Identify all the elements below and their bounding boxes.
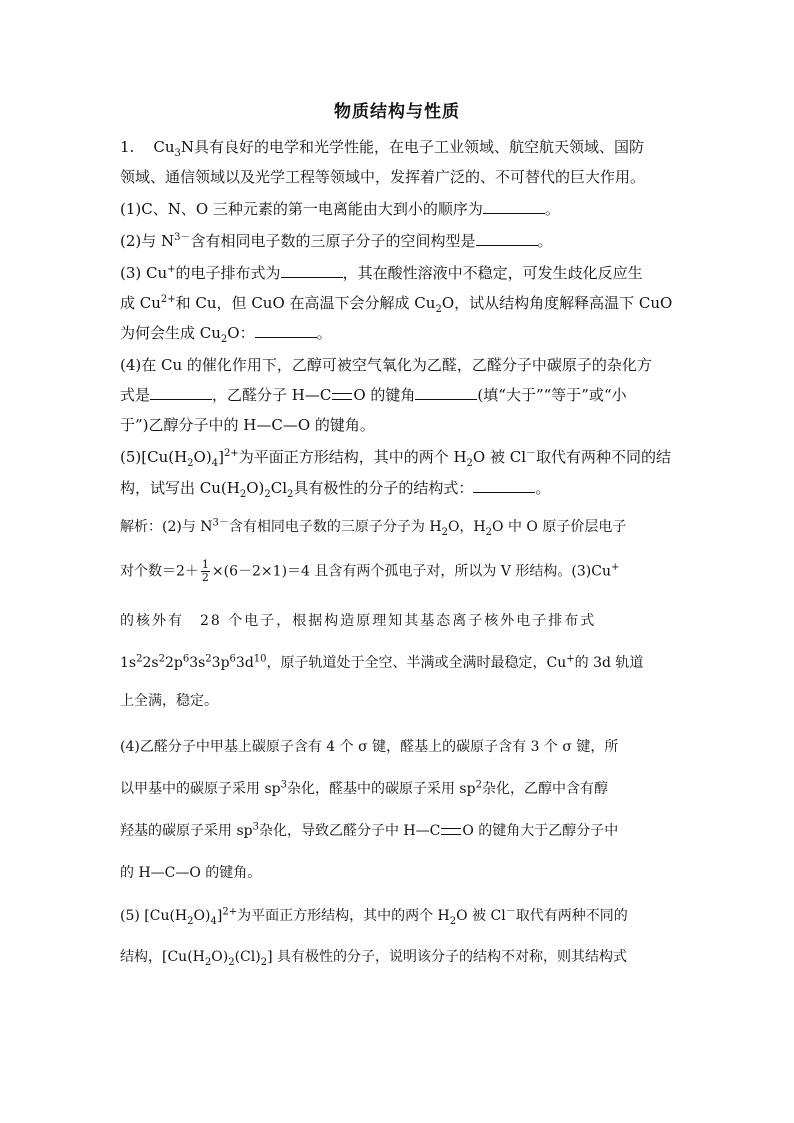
subscript: 2 xyxy=(264,489,271,498)
analysis-line-3: 的核外有 28 个电子，根据构造原理知其基态离子核外电子排布式 xyxy=(120,613,597,629)
text: 为平面正方形结构，其中的两个 H xyxy=(237,908,450,924)
analysis-line-8 xyxy=(120,820,675,840)
subscript: 2 xyxy=(441,526,448,536)
text: O 被 Cl xyxy=(472,448,527,466)
text: 杂化，醛基中的碳原子采用 sp xyxy=(286,781,476,797)
subscript: 2 xyxy=(187,915,194,925)
analysis-line-7 xyxy=(120,778,675,798)
superscript: 3－ xyxy=(174,232,191,243)
question-number: 1. xyxy=(120,138,135,156)
text: 2p xyxy=(164,655,183,671)
answer-blank xyxy=(281,265,343,278)
double-bond-symbol xyxy=(441,828,461,835)
question-part-3-line-2 xyxy=(120,292,675,313)
subscript: 2 xyxy=(287,489,294,498)
superscript: + xyxy=(610,561,620,573)
text: Cl xyxy=(270,479,288,497)
answer-blank xyxy=(415,387,477,400)
text: 的电子排布式为 xyxy=(175,264,281,282)
question-part-3-line-1 xyxy=(120,262,675,283)
text: ] xyxy=(216,908,223,924)
text: O 的键角大于乙醇分子中 xyxy=(462,823,619,839)
text: O 的键角 xyxy=(353,386,416,404)
text: (1)C、N、O 三种元素的第一电离能由大到小的顺序为 xyxy=(120,200,483,218)
superscript: 2 xyxy=(205,653,212,665)
text: O，H xyxy=(447,519,486,535)
formula-text: Cu xyxy=(153,138,175,156)
superscript: 10 xyxy=(253,653,267,665)
text: (Cl) xyxy=(234,949,261,965)
text: 具有良好的电学和光学性能，在电子工业领域、航空航天领域、国防 xyxy=(194,138,645,156)
text: 取代有两种不同的 xyxy=(515,908,628,924)
subscript: 2 xyxy=(485,526,493,536)
text: 的 3d 轨道 xyxy=(574,655,644,671)
superscript: 2+ xyxy=(223,448,239,459)
text: ，乙醛分子 H—C xyxy=(212,386,332,404)
text: 3s xyxy=(189,655,206,671)
fraction-numerator: 1 xyxy=(201,559,209,571)
text: (3) Cu xyxy=(120,264,168,282)
text: (填“大于”“等于”或“小 xyxy=(477,386,627,404)
text: 2s xyxy=(142,655,159,671)
text: 1s xyxy=(120,655,137,671)
subscript: 2 xyxy=(239,489,247,498)
double-bond-symbol xyxy=(332,393,352,400)
text: 。 xyxy=(535,479,551,497)
question-part-4-line-1: (4)在 Cu 的催化作用下，乙醇可被空气氧化为乙醛，乙醛分子中碳原子的杂化方 xyxy=(120,356,652,374)
text: 含有相同电子数的三原子分子的空间构型是 xyxy=(190,232,476,250)
analysis-line-9: 的 H—C—O 的键角。 xyxy=(120,865,262,881)
analysis-line-2 xyxy=(120,559,675,584)
question-part-4-line-3: 于”)乙醇分子中的 H—C—O 的键角。 xyxy=(120,416,375,434)
text: 结构，[Cu(H xyxy=(120,949,205,965)
answer-blank xyxy=(473,480,535,493)
text: 。 xyxy=(537,232,553,250)
subscript: 2 xyxy=(466,458,473,467)
superscript: － xyxy=(505,906,516,918)
text: O，试从结构角度解释高温下 CuO xyxy=(441,294,673,312)
fraction-denominator: 2 xyxy=(201,571,209,584)
text: 和 Cu，但 CuO 在高温下会分解成 Cu xyxy=(175,294,436,312)
formula-text: N xyxy=(180,138,195,156)
analysis-line-11 xyxy=(120,946,675,966)
analysis-line-1 xyxy=(120,516,675,536)
superscript: 2 xyxy=(475,779,482,791)
subscript: 2 xyxy=(435,304,442,313)
answer-blank xyxy=(476,233,538,246)
answer-blank xyxy=(150,387,212,400)
question-part-5-line-2 xyxy=(120,477,675,498)
text: ] 具有极性的分子，说明该分子的结构不对称，则其结构式 xyxy=(267,949,627,965)
text: 杂化，乙醇中含有醇 xyxy=(481,781,608,797)
text: (5) [Cu(H xyxy=(120,908,188,924)
fraction xyxy=(201,559,210,584)
text: 3d xyxy=(235,655,254,671)
answer-blank xyxy=(255,325,317,338)
superscript: 2+ xyxy=(160,294,176,305)
text: O) xyxy=(211,949,229,965)
text: 式是 xyxy=(120,386,151,404)
text: 杂化，导致乙醛分子中 H—C xyxy=(258,823,441,839)
superscript: 2+ xyxy=(222,906,238,918)
question-part-3-line-3 xyxy=(120,322,675,343)
text: 构，试写出 Cu(H xyxy=(120,479,240,497)
page-title: 物质结构与性质 xyxy=(334,102,460,122)
superscript: + xyxy=(167,264,176,275)
subscript: 4 xyxy=(211,458,219,467)
text: 为何会生成 Cu xyxy=(120,324,221,342)
question-line-1 xyxy=(120,136,675,157)
subscript: 2 xyxy=(220,334,228,343)
question-part-4-line-2 xyxy=(120,384,675,405)
answer-blank xyxy=(483,201,545,214)
text: O) xyxy=(246,479,265,497)
text: 解析：(2)与 N xyxy=(120,519,213,535)
question-part-5-line-1 xyxy=(120,446,675,467)
text: ，原子轨道处于全空、半满或全满时最稳定，Cu xyxy=(266,655,567,671)
text: 具有极性的分子的结构式： xyxy=(293,479,474,497)
question-line-2: 领域、通信领域以及光学工程等领域中，发挥着广泛的、不可替代的巨大作用。 xyxy=(120,168,646,186)
text: ] xyxy=(218,448,224,466)
text: ，其在酸性溶液中不稳定，可发生歧化反应生 xyxy=(342,264,643,282)
text: O) xyxy=(193,908,211,924)
superscript: 3 xyxy=(252,821,259,833)
text: O 中 O 原子价层电子 xyxy=(492,519,627,535)
text: (2)与 N xyxy=(120,232,175,250)
subscript: 2 xyxy=(187,458,194,467)
superscript: － xyxy=(526,448,537,459)
text: 含有相同电子数的三原子分子为 H xyxy=(228,519,442,535)
analysis-line-4 xyxy=(120,652,675,672)
text: ×(6－2×1)＝4 且含有两个孤电子对，所以为 V 形结构。(3)Cu xyxy=(211,563,611,580)
analysis-line-5: 上全满，稳定。 xyxy=(120,693,218,709)
superscript: 3 xyxy=(280,779,287,791)
superscript: 3－ xyxy=(212,517,229,529)
text: (5)[Cu(H xyxy=(120,448,188,466)
subscript: 2 xyxy=(228,956,235,966)
superscript: 6 xyxy=(229,653,236,665)
text: 3p xyxy=(211,655,230,671)
text: 以甲基中的碳原子采用 sp xyxy=(120,781,281,797)
subscript: 2 xyxy=(204,956,212,966)
text: 。 xyxy=(544,200,560,218)
superscript: 6 xyxy=(182,653,190,665)
subscript: 2 xyxy=(260,956,268,966)
text: 羟基的碳原子采用 sp xyxy=(120,823,253,839)
text: 对个数＝2＋ xyxy=(120,563,199,580)
superscript: 2 xyxy=(136,653,143,665)
superscript: + xyxy=(566,653,575,665)
superscript: 2 xyxy=(158,653,165,665)
text: 成 Cu xyxy=(120,294,161,312)
text: O) xyxy=(193,448,212,466)
subscript: 2 xyxy=(449,915,457,925)
text: 。 xyxy=(316,324,332,342)
question-part-2 xyxy=(120,230,675,251)
question-part-1 xyxy=(120,198,675,219)
text: O 被 Cl xyxy=(456,908,506,924)
text: O： xyxy=(227,324,255,342)
text: 取代有两种不同的结 xyxy=(536,448,672,466)
text: 为平面正方形结构，其中的两个 H xyxy=(238,448,467,466)
analysis-line-6: (4)乙醛分子中甲基上碳原子含有 4 个 σ 键，醛基上的碳原子含有 3 个 σ 键，所 xyxy=(120,739,619,755)
analysis-line-10 xyxy=(120,905,675,925)
subscript: 4 xyxy=(210,915,217,925)
subscript: 3 xyxy=(174,148,181,157)
